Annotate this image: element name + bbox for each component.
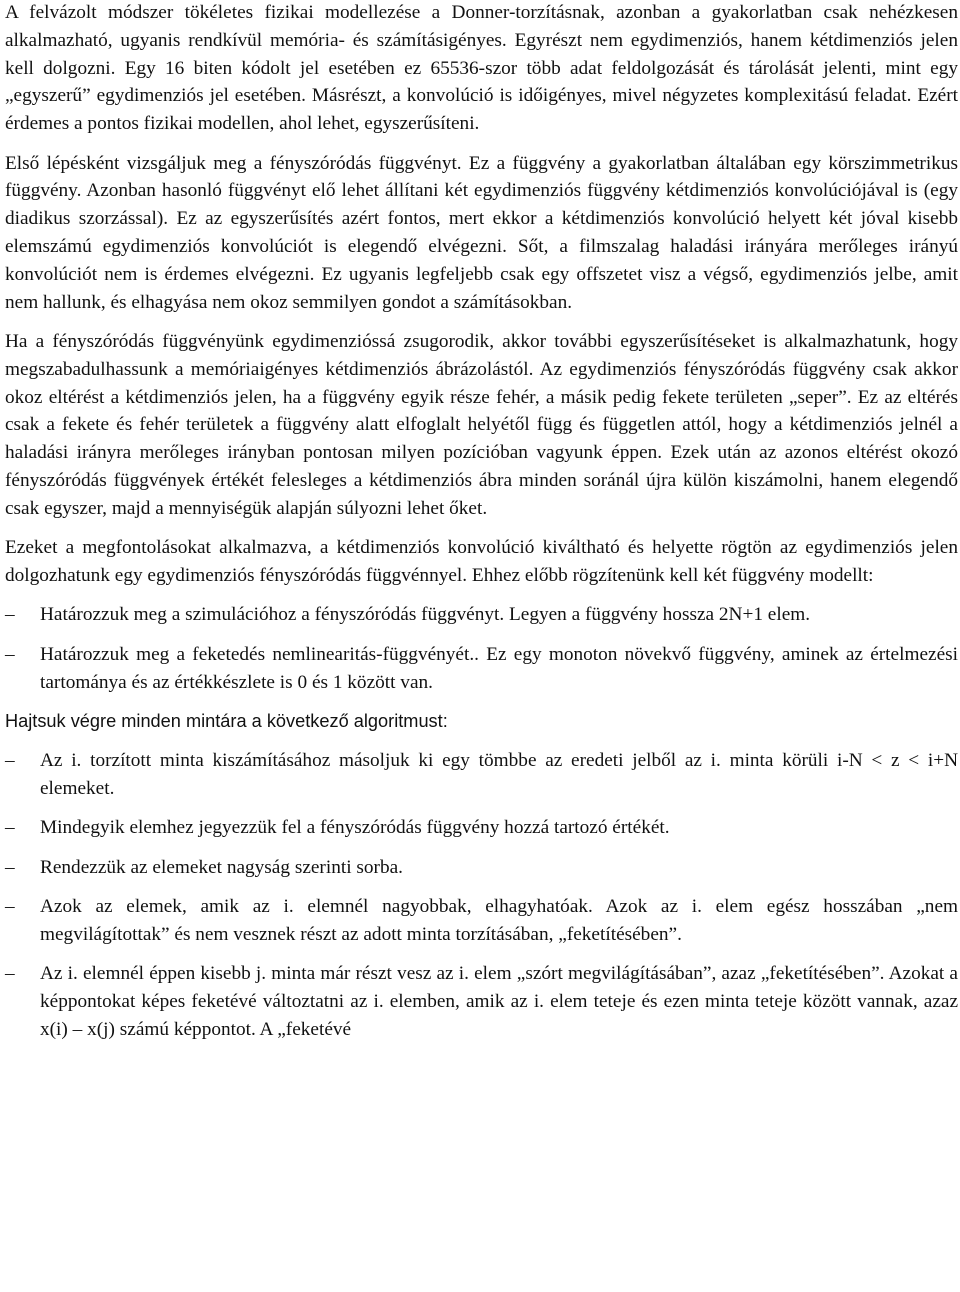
list-dash: – bbox=[5, 963, 15, 985]
list-item bbox=[5, 893, 958, 949]
model-list bbox=[5, 601, 958, 696]
list-dash: – bbox=[5, 896, 15, 918]
list-item-text: Határozzuk meg a szimulációhoz a fényszóródás függvényt. Legyen a függvény hossza 2N+1 elem. bbox=[40, 604, 811, 626]
algorithm-list bbox=[5, 747, 958, 1044]
list-item-text: Azok az elemek, amik az i. elemnél nagyobbak, elhagyhatóak. Azok az i. elem egész hosszában „nem megvilágítottak” és nem vesznek részt az adott minta torzításában, „feketítésében”. bbox=[40, 896, 958, 946]
list-item-text: Az i. elemnél éppen kisebb j. minta már részt vesz az i. elem „szórt megvilágításában”, azaz „feketítésében”. Azokat a képpontokat képes feketévé változtatni az i. elemben, amik az i. elem teteje és ezen minta teteje között vannak, azaz x(i) – x(j) számú képpontot. A „feketévé bbox=[40, 963, 958, 1041]
paragraph-one-dimensional: Ha a fényszóródás függvényünk egydimenzióssá zsugorodik, akkor további egyszerűsítéseket is alkalmazhatunk, hogy megszabadulhassunk a memóriaigényes kétdimenziós ábrázolástól. Az egydimenziós fényszóródás függvény csak akkor okoz eltérést a kétdimenziós jelen, ha a függvény egyik része fehér, a másik pedig fekete területen „seper”. Ez az eltérés csak a fekete és fehér területek a függvény alatt elfoglalt helyétől függ és független attól, hogy a kétdimenziós jelnél a haladási irányra merőleges irányban pontosan milyen pozícióban vagyunk éppen. Ezek után az azonos eltérést okozó fényszóródás függvények értékét felesleges a kétdimenziós ábra minden soránál újra külön kiszámolni, hanem elegendő csak egyszer, majd a mennyiségük alapján súlyozni lehet őket. bbox=[5, 330, 958, 519]
list-item bbox=[5, 747, 958, 803]
list-item-text: Az i. torzított minta kiszámításához másoljuk ki egy tömbbe az eredeti jelből az i. minta körüli i-N < z < i+N elemeket. bbox=[40, 750, 958, 800]
list-dash: – bbox=[5, 643, 15, 665]
list-item bbox=[5, 641, 958, 697]
paragraph-light-scatter: Első lépésként vizsgáljuk meg a fényszóródás függvényt. Ez a függvény a gyakorlatban általában egy körszimmetrikus függvény. Azonban hasonló függvényt elő lehet állítani két egydimenziós függvény kétdimenziós konvolúciójával is (egy diadikus szorzással). Ez az egyszerűsítés azért fontos, mert ekkor a kétdimenziós konvolúció helyett két jóval kisebb elemszámú egydimenziós konvolúciót is elegendő elvégezni. Sőt, a filmszalag haladási irányára merőleges irányú konvolúciót nem is érdemes elvégezni. Ez ugyanis legfeljebb csak egy offszetet visz a végső, egydimenziós jelbe, amit nem hallunk, és elhagyása nem okoz semmilyen gondot a számításokban. bbox=[5, 152, 958, 313]
list-item bbox=[5, 854, 958, 882]
list-item-text: Rendezzük az elemeket nagyság szerinti sorba. bbox=[40, 856, 403, 878]
paragraph-considerations: Ezeket a megfontolásokat alkalmazva, a kétdimenziós konvolúció kiváltható és helyette rögtön az egydimenziós jelen dolgozhatunk egy egydimenziós fényszóródás függvénnyel. Ehhez előbb rögzítenünk kell két függvény modellt: bbox=[5, 537, 958, 586]
list-dash: – bbox=[5, 856, 15, 878]
list-item-text: Mindegyik elemhez jegyezzük fel a fényszóródás függvény hozzá tartozó értékét. bbox=[40, 817, 670, 839]
document-page bbox=[5, 0, 958, 1055]
list-dash: – bbox=[5, 604, 15, 626]
list-dash: – bbox=[5, 750, 15, 772]
list-dash: – bbox=[5, 817, 15, 839]
paragraph-intro: A felvázolt módszer tökéletes fizikai modellezése a Donner-torzításnak, azonban a gyakorlatban csak nehézkesen alkalmazható, ugyanis rendkívül memória- és számításigényes. Egyrészt nem egydimenziós, hanem kétdimenziós jelen kell dolgozni. Egy 16 biten kódolt jel esetében ez 65536-szor több adat feldolgozását és tárolását jelenti, mint egy „egyszerű” egydimenziós jel esetében. Másrészt, a konvolúció is időigényes, mivel négyzetes komplexitású feladat. Ezért érdemes a pontos fizikai modellen, ahol lehet, egyszerűsíteni. bbox=[5, 2, 958, 135]
algorithm-intro: Hajtsuk végre minden mintára a következő algoritmust: bbox=[5, 710, 448, 731]
list-item bbox=[5, 960, 958, 1043]
list-item bbox=[5, 814, 958, 842]
list-item-text: Határozzuk meg a feketedés nemlinearitás-függvényét.. Ez egy monoton növekvő függvény, aminek az értelmezési tartománya és az értékkészlete is 0 és 1 között van. bbox=[40, 643, 958, 693]
list-item bbox=[5, 601, 958, 629]
